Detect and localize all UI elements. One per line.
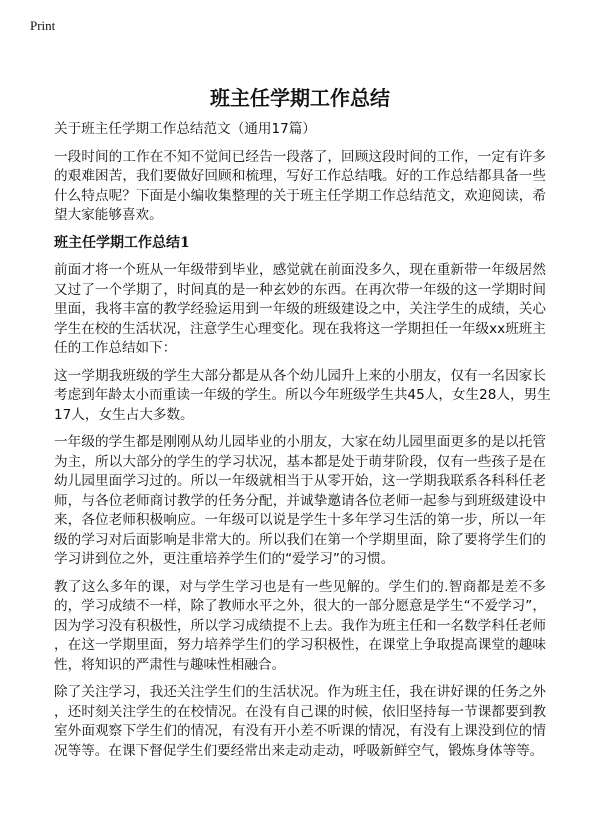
text-line: 17人，女生占大多数。	[54, 406, 194, 423]
text-line: 这一学期我班级的学生大部分都是从各个幼儿园升上来的小朋友，仅有一名因家长	[54, 367, 546, 384]
text-line: 的艰难困苦，我们要做好回顾和梳理，写好工作总结哦。好的工作总结都具备一些	[54, 168, 546, 184]
text-line: 一段时间的工作在不知不觉间已经告一段落了，回顾这段时间的工作，一定有许多	[54, 148, 546, 165]
section-heading: 班主任学期工作总结1	[54, 234, 190, 251]
text-line: 除了关注学习，我还关注学生们的生活状况。作为班主任，我在讲好课的任务之外	[54, 684, 546, 700]
text-line: 学生在校的生活状况，注意学生心理变化。现在我将这一学期担任一年级xx班班主	[54, 320, 546, 337]
paragraph	[54, 578, 546, 676]
paragraph	[54, 433, 546, 570]
text-line: 的，学习成绩不一样，除了教师水平之外，很大的一部分愿意是学生“不爱学习”，	[54, 598, 546, 614]
subtitle	[54, 120, 546, 140]
intro-paragraph	[54, 148, 546, 226]
text-line: 室外面观察下学生们的情况，有没有开小差不听课的情况，有没有上课没到位的情	[54, 723, 546, 739]
paragraph	[54, 367, 551, 426]
text-line: 考虑到年龄太小而重读一年级的学生。所以今年班级学生共45人，女生28人，男生	[54, 387, 551, 403]
text-line: 任的工作总结如下：	[54, 340, 177, 356]
text-line: 什么特点呢？下面是小编收集整理的关于班主任学期工作总结范文，欢迎阅读，希	[54, 187, 546, 204]
paragraph	[54, 261, 546, 359]
page-title: 班主任学期工作总结	[210, 86, 390, 110]
text-line: 幼儿园里面学习过的。所以一年级就相当于从零开始，这一学期我联系各科科任老	[54, 473, 546, 489]
print-link[interactable]: Print	[30, 18, 56, 33]
paragraph	[54, 683, 546, 761]
text-line: 望大家能够喜欢。	[54, 207, 163, 223]
text-line: 级的学习对后面影响是非常大的。所以我们在第一个学期里面，除了要将学生们的	[54, 531, 546, 548]
text-line: 来，各位老师积极响应。一年级可以说是学生十多年学习生活的第一步，所以一年	[54, 512, 546, 528]
text-line: 况等等。在课下督促学生们要经常出来走动走动，呼吸新鲜空气，锻炼身体等等。	[54, 742, 544, 759]
text-line: 教了这么多年的课，对与学生学习也是有一些见解的。学生们的.智商都是差不多	[54, 578, 546, 595]
text-line: ，还时刻关注学生的在校情况。在没有自己课的时候，依旧坚持每一节课都要到教	[54, 703, 546, 720]
text-line: 又过了一个学期了，时间真的是一种玄妙的东西。在再次带一年级的这一学期时间	[54, 281, 546, 298]
text-line: 学习讲到位之外，更注重培养学生们的“爱学习”的习惯。	[54, 551, 395, 567]
text-line: 因为学习没有积极性，所以学习成绩提不上去。我作为班主任和一名数学科任老师	[54, 617, 546, 634]
subtitle-text: 关于班主任学期工作总结范文（通用17篇）	[54, 121, 316, 137]
text-line: 前面才将一个班从一年级带到毕业，感觉就在前面没多久，现在重新带一年级居然	[54, 262, 546, 278]
text-line: 为主，所以大部分的学生的学习状况，基本都是处于萌芽阶段，仅有一些孩子是在	[54, 453, 546, 470]
document-body	[54, 120, 551, 769]
text-line: ，在这一学期里面，努力培养学生们的学习积极性，在课堂上争取提高课堂的趣味	[54, 637, 546, 653]
text-line: 性，将知识的严肃性与趣味性相融合。	[54, 656, 286, 673]
text-line: 师，与各位老师商讨教学的任务分配，并诚挚邀请各位老师一起参与到班级建设中	[54, 492, 546, 509]
text-line: 一年级的学生都是刚刚从幼儿园毕业的小朋友，大家在幼儿园里面更多的是以托管	[54, 434, 546, 450]
text-line: 里面，我将丰富的教学经验运用到一年级的班级建设之中，关注学生的成绩，关心	[54, 301, 546, 317]
